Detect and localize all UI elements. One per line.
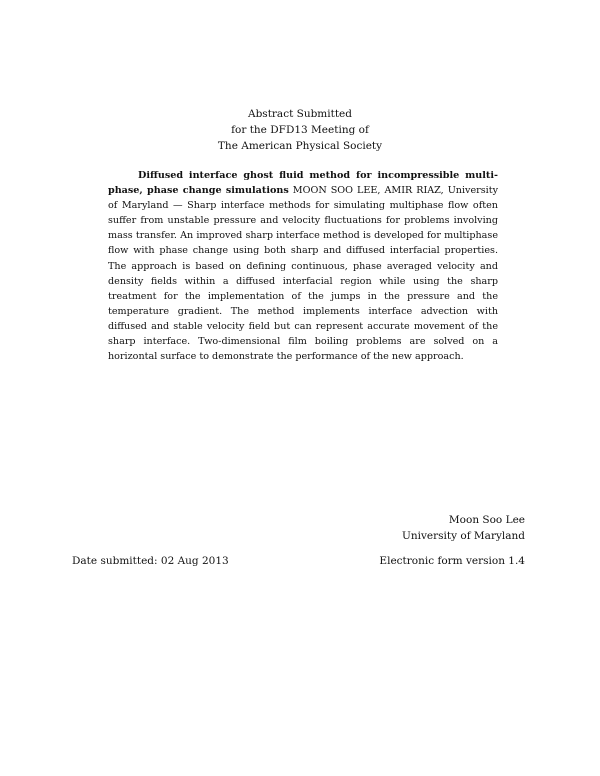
abstract-title: Diffused interface ghost fluid method for incompressible multiphase, phase change simulations [108, 170, 498, 197]
signature-affiliation: University of Maryland [402, 530, 525, 542]
signature-block [402, 512, 525, 544]
header-line-abstract-submitted: Abstract Submitted [248, 108, 352, 120]
abstract-separator: — [173, 200, 183, 212]
form-version: Electronic form version 1.4 [379, 555, 525, 567]
date-submitted: Date submitted: 02 Aug 2013 [72, 555, 229, 567]
abstract-body: Sharp interface methods for simulating multiphase flow often suffer from unstable pressure and velocity fluctuations for problems involving mass transfer. An improved sharp interface method is developed for multiphase flow with phase change using both sharp and diffused interfacial properties. The approach is based on defining continuous, phase averaged velocity and density fields within a diffused interfacial region while using the sharp treatment for the implementation of the jumps in the pressure and the temperature gradient. The method implements interface advection with diffused and stable velocity field but can represent accurate movement of the sharp interface. Two-dimensional film boiling problems are solved on a horizontal surface to demonstrate the performance of the new approach. [108, 200, 498, 363]
header-line-meeting: for the DFD13 Meeting of [231, 124, 369, 136]
signature-name: Moon Soo Lee [448, 514, 525, 526]
header-line-society: The American Physical Society [217, 140, 383, 152]
submission-header [0, 106, 600, 154]
abstract-authors: MOON SOO LEE, AMIR RIAZ, University of Maryland [108, 185, 499, 212]
footer [72, 553, 525, 569]
abstract-paragraph [108, 168, 498, 364]
